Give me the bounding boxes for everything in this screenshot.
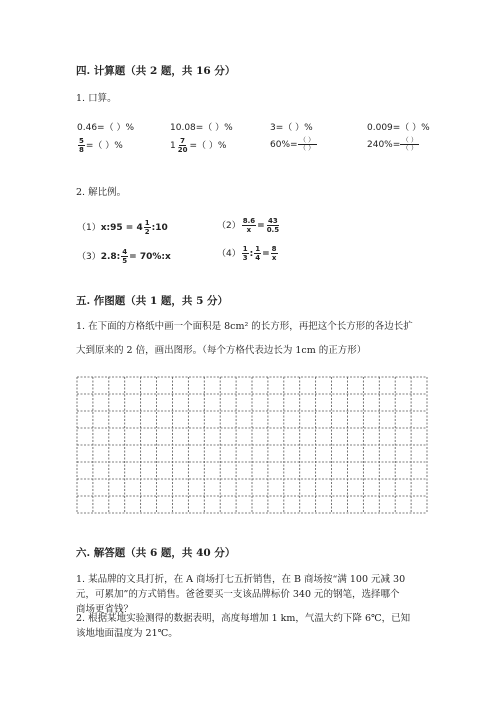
section6-title: 六. 解答题（共 6 题，共 40 分）: [76, 547, 236, 559]
proportion-2: （2） $\frac{8.6}{x}$ = $\frac{43}{0.5}$: [217, 217, 280, 234]
oral-calc-3: 3=（ ）%: [270, 123, 313, 133]
word-problem-2-line1: 2. 根据某地实验测得的数据表明，高度每增加 1 km，气温大约下降 6℃，已知: [76, 613, 411, 624]
proportion-3: （3）2.8: $\frac{4}{5}$ = 70%:x: [77, 248, 171, 265]
word-problem-1-line2: 元，可累加”的方式销售。爸爸要买一支该品牌标价 340 元的钢笔，选择哪个: [76, 589, 400, 600]
oral-calc-7: 60%= $\frac{( )}{( )}$: [270, 136, 315, 152]
oral-calc-5: $\frac{5}{8}$ =（ ）%: [79, 137, 123, 154]
square-grid-paper[interactable]: [76, 376, 428, 514]
q1-label: 1. 口算。: [76, 93, 117, 104]
word-problem-1-line1: 1. 某品牌的文具打折，在 A 商场打七五折销售，在 B 商场按“满 100 元减 30: [76, 574, 406, 585]
section4-title: 四. 计算题（共 2 题，共 16 分）: [76, 65, 236, 77]
drawing-question-line1: 1. 在下面的方格纸中画一个面积是 8cm² 的长方形，再把这个长方形的各边长扩: [76, 321, 413, 332]
oral-calc-6: 1 $\frac{7}{20}$ =（ ）%: [170, 137, 227, 154]
word-problem-2-line2: 该地地面温度为 21℃。: [76, 628, 178, 639]
oral-calc-4: 0.009=（ ）%: [367, 123, 430, 133]
q2-label: 2. 解比例。: [76, 187, 127, 198]
oral-calc-2: 10.08=（ ）%: [170, 123, 233, 133]
oral-calc-1: 0.46=（ ）%: [77, 123, 134, 133]
proportion-4: （4） $\frac{1}{3}$ : $\frac{1}{4}$ = $\frac{8}{x}$: [217, 245, 277, 262]
section5-title: 五. 作图题（共 1 题，共 5 分）: [76, 295, 229, 307]
word-problem-1-line3: 商场更省钱？: [76, 604, 134, 615]
oral-calc-8: 240%= $\frac{( )}{( )}$: [367, 136, 418, 152]
drawing-question-line2: 大到原来的 2 倍，画出图形。（每个方格代表边长为 1cm 的正方形）: [76, 345, 367, 356]
proportion-1: （1）x:95 = 4 $\frac{1}{2}$ :10: [77, 219, 168, 236]
